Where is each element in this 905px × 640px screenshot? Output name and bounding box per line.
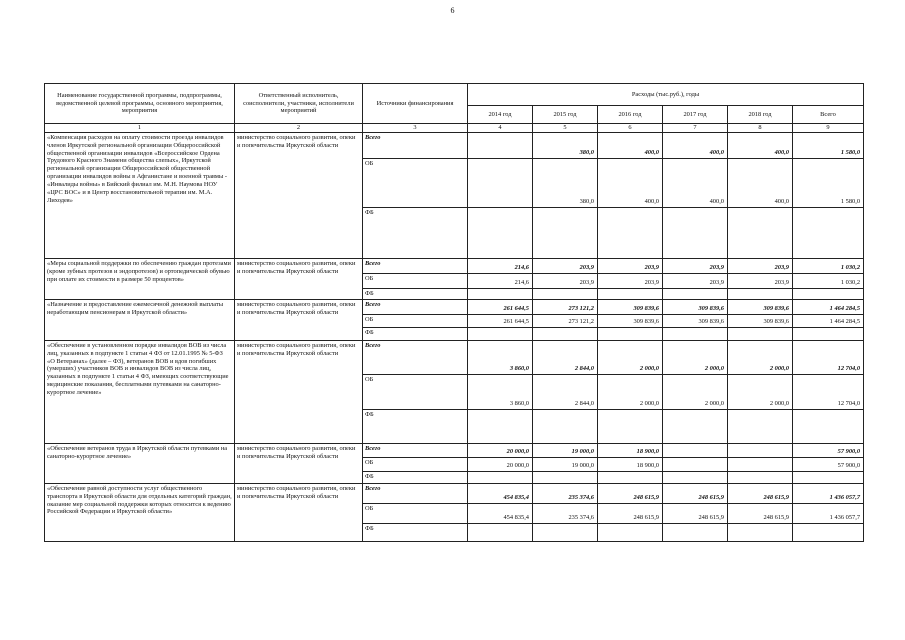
value-cell	[793, 208, 864, 259]
index-cell: 5	[533, 124, 598, 133]
source-total-label: Всего	[363, 133, 468, 159]
value-cell	[533, 289, 598, 300]
value-cell: 400,0	[663, 133, 728, 159]
value-cell: 1 030,2	[793, 259, 864, 274]
value-cell	[468, 159, 533, 208]
index-cell: 2	[235, 124, 363, 133]
index-cell: 9	[793, 124, 864, 133]
value-cell: 19 000,0	[533, 444, 598, 458]
value-cell	[598, 208, 663, 259]
value-cell	[728, 410, 793, 444]
value-cell: 2 000,0	[728, 341, 793, 375]
value-cell	[663, 472, 728, 484]
value-cell: 2 000,0	[598, 375, 663, 410]
value-cell	[598, 410, 663, 444]
value-cell: 248 615,9	[663, 504, 728, 524]
value-cell: 3 860,0	[468, 341, 533, 375]
value-cell: 1 436 057,7	[793, 504, 864, 524]
value-cell: 12 704,0	[793, 375, 864, 410]
value-cell: 273 121,2	[533, 315, 598, 328]
value-cell	[533, 208, 598, 259]
value-cell: 20 000,0	[468, 444, 533, 458]
index-cell: 1	[45, 124, 235, 133]
index-cell: 6	[598, 124, 663, 133]
value-cell: 380,0	[533, 133, 598, 159]
value-cell	[468, 133, 533, 159]
value-cell	[793, 328, 864, 341]
source-total-label: Всего	[363, 259, 468, 274]
value-cell: 400,0	[598, 133, 663, 159]
header-year: 2014 год	[468, 106, 533, 124]
value-cell	[598, 472, 663, 484]
value-cell	[793, 472, 864, 484]
value-cell	[533, 410, 598, 444]
value-cell	[793, 289, 864, 300]
index-cell: 8	[728, 124, 793, 133]
index-row	[45, 124, 864, 133]
value-cell: 203,9	[663, 259, 728, 274]
value-cell: 309 839,6	[728, 315, 793, 328]
value-cell: 454 835,4	[468, 484, 533, 504]
value-cell: 2 844,0	[533, 341, 598, 375]
value-cell: 203,9	[598, 274, 663, 289]
header-year: 2018 год	[728, 106, 793, 124]
value-cell: 1 030,2	[793, 274, 864, 289]
value-cell: 203,9	[598, 259, 663, 274]
source-ob-label: ОБ	[363, 274, 468, 289]
value-cell: 248 615,9	[728, 484, 793, 504]
source-ob-label: ОБ	[363, 375, 468, 410]
source-fb-label: ФБ	[363, 410, 468, 444]
value-cell: 248 615,9	[598, 504, 663, 524]
value-cell: 309 839,6	[728, 300, 793, 315]
measure-name: «Компенсация расходов на оплату стоимости проезда инвалидов членов Иркутской региональной организации Общероссийской общественной организации инвалидов «Всероссийское Ордена Трудового Красного Знамени общества слепых», Иркутской региональной организации Общероссийской общественной организации инвалидов войны в Афганистане и военной травмы - «Инвалиды войны» в Бийский филиал им. М.Н. Наумова НОУ «ЦРС ВОС» и в Центр восстановительной терапии им. М.А. Лиходея»	[45, 133, 235, 259]
value-cell: 203,9	[728, 274, 793, 289]
value-cell: 309 839,6	[598, 300, 663, 315]
source-ob-label: ОБ	[363, 458, 468, 472]
header-year: 2015 год	[533, 106, 598, 124]
value-cell	[728, 328, 793, 341]
measure-executor: министерство социального развития, опеки и попечительства Иркутской области	[235, 484, 363, 542]
value-cell: 1 580,0	[793, 159, 864, 208]
value-cell	[728, 289, 793, 300]
value-cell	[468, 289, 533, 300]
value-cell	[663, 524, 728, 542]
measure-name: «Обеспечение ветеранов труда в Иркутской области путевками на санаторно-курортное лечение»	[45, 444, 235, 484]
value-cell: 400,0	[728, 159, 793, 208]
value-cell	[533, 328, 598, 341]
value-cell: 248 615,9	[728, 504, 793, 524]
measure-name: «Обеспечение в установленном порядке инвалидов ВОВ из числа лиц, указанных в подпункте 1 статьи 4 ФЗ от 12.01.1995 № 5-ФЗ «О Ветеранах» (далее – ФЗ), ветеранов ВОВ и вдов погибших (умерших) участников ВОВ и инвалидов ВОВ из числа лиц, указанных в подпункте 1 статьи 4 ФЗ, имеющих соответствующие медицинские показания, бесплатными путевками на санаторно-курортное лечение»	[45, 341, 235, 444]
table-row	[45, 484, 864, 504]
value-cell: 309 839,6	[663, 315, 728, 328]
source-fb-label: ФБ	[363, 524, 468, 542]
header-expenses: Расходы (тыс.руб.), годы	[468, 84, 864, 106]
value-cell	[468, 410, 533, 444]
measure-executor: министерство социального развития, опеки и попечительства Иркутской области	[235, 341, 363, 444]
value-cell: 203,9	[728, 259, 793, 274]
table-row	[45, 259, 864, 274]
value-cell: 261 644,5	[468, 315, 533, 328]
value-cell: 1 464 284,5	[793, 300, 864, 315]
value-cell	[598, 289, 663, 300]
value-cell	[598, 524, 663, 542]
value-cell: 57 900,0	[793, 458, 864, 472]
source-total-label: Всего	[363, 341, 468, 375]
measure-executor: министерство социального развития, опеки и попечительства Иркутской области	[235, 300, 363, 341]
page-number: 6	[450, 6, 455, 15]
value-cell	[598, 328, 663, 341]
source-fb-label: ФБ	[363, 289, 468, 300]
table-row	[45, 341, 864, 375]
value-cell: 2 844,0	[533, 375, 598, 410]
header-year: 2017 год	[663, 106, 728, 124]
value-cell: 2 000,0	[728, 375, 793, 410]
measure-executor: министерство социального развития, опеки и попечительства Иркутской области	[235, 133, 363, 259]
value-cell: 19 000,0	[533, 458, 598, 472]
value-cell	[728, 524, 793, 542]
value-cell	[533, 472, 598, 484]
expenses-table	[44, 83, 864, 542]
value-cell	[728, 472, 793, 484]
header-name: Наименование государственной программы, подпрограммы, ведомственной целевой программы, основного мероприятия, мероприятия	[45, 84, 235, 124]
header-executor: Ответственный исполнитель, соисполнители, участники, исполнители мероприятий	[235, 84, 363, 124]
value-cell	[793, 524, 864, 542]
source-total-label: Всего	[363, 444, 468, 458]
source-fb-label: ФБ	[363, 328, 468, 341]
value-cell	[728, 458, 793, 472]
value-cell: 2 000,0	[663, 375, 728, 410]
table-row	[45, 133, 864, 159]
source-fb-label: ФБ	[363, 208, 468, 259]
value-cell: 380,0	[533, 159, 598, 208]
measure-executor: министерство социального развития, опеки и попечительства Иркутской области	[235, 259, 363, 300]
measure-name: «Обеспечение равной доступности услуг общественного транспорта в Иркутской области для отдельных категорий граждан, оказание мер социальной поддержки которых относится к ведению Российской Федерации и Иркутской области»	[45, 484, 235, 542]
value-cell: 235 374,6	[533, 484, 598, 504]
value-cell: 261 644,5	[468, 300, 533, 315]
value-cell	[663, 410, 728, 444]
value-cell: 203,9	[663, 274, 728, 289]
value-cell: 18 900,0	[598, 444, 663, 458]
value-cell	[663, 444, 728, 458]
value-cell: 248 615,9	[598, 484, 663, 504]
source-ob-label: ОБ	[363, 504, 468, 524]
value-cell: 1 464 284,5	[793, 315, 864, 328]
value-cell	[663, 289, 728, 300]
value-cell: 309 839,6	[663, 300, 728, 315]
value-cell: 57 900,0	[793, 444, 864, 458]
value-cell: 1 580,0	[793, 133, 864, 159]
value-cell: 203,9	[533, 274, 598, 289]
value-cell	[728, 208, 793, 259]
value-cell	[533, 524, 598, 542]
header-total: Всего	[793, 106, 864, 124]
value-cell: 1 436 057,7	[793, 484, 864, 504]
source-ob-label: ОБ	[363, 315, 468, 328]
value-cell: 203,9	[533, 259, 598, 274]
source-ob-label: ОБ	[363, 159, 468, 208]
source-total-label: Всего	[363, 484, 468, 504]
measure-name: «Назначение и предоставление ежемесячной денежной выплаты неработающим пенсионерам в Иркутской области»	[45, 300, 235, 341]
value-cell	[728, 444, 793, 458]
header-source: Источники финансирования	[363, 84, 468, 124]
index-cell: 3	[363, 124, 468, 133]
value-cell: 400,0	[663, 159, 728, 208]
value-cell: 309 839,6	[598, 315, 663, 328]
value-cell: 235 374,6	[533, 504, 598, 524]
value-cell: 20 000,0	[468, 458, 533, 472]
value-cell: 12 704,0	[793, 341, 864, 375]
value-cell	[663, 208, 728, 259]
value-cell: 2 000,0	[598, 341, 663, 375]
value-cell: 400,0	[598, 159, 663, 208]
measure-executor: министерство социального развития, опеки и попечительства Иркутской области	[235, 444, 363, 484]
index-cell: 4	[468, 124, 533, 133]
source-fb-label: ФБ	[363, 472, 468, 484]
measure-name: «Меры социальной поддержки по обеспечению граждан протезами (кроме зубных протезов и эндопротезов) и ортопедической обувью при оплате их стоимости в размере 50 процентов»	[45, 259, 235, 300]
value-cell	[793, 410, 864, 444]
value-cell	[663, 458, 728, 472]
table-row	[45, 444, 864, 458]
value-cell: 214,6	[468, 274, 533, 289]
value-cell	[468, 524, 533, 542]
value-cell	[663, 328, 728, 341]
value-cell	[468, 328, 533, 341]
value-cell: 3 860,0	[468, 375, 533, 410]
header-year: 2016 год	[598, 106, 663, 124]
source-total-label: Всего	[363, 300, 468, 315]
value-cell	[468, 472, 533, 484]
value-cell: 273 121,2	[533, 300, 598, 315]
value-cell	[468, 208, 533, 259]
value-cell: 18 900,0	[598, 458, 663, 472]
value-cell: 2 000,0	[663, 341, 728, 375]
value-cell: 214,6	[468, 259, 533, 274]
value-cell: 454 835,4	[468, 504, 533, 524]
value-cell: 248 615,9	[663, 484, 728, 504]
table-row	[45, 300, 864, 315]
index-cell: 7	[663, 124, 728, 133]
value-cell: 400,0	[728, 133, 793, 159]
